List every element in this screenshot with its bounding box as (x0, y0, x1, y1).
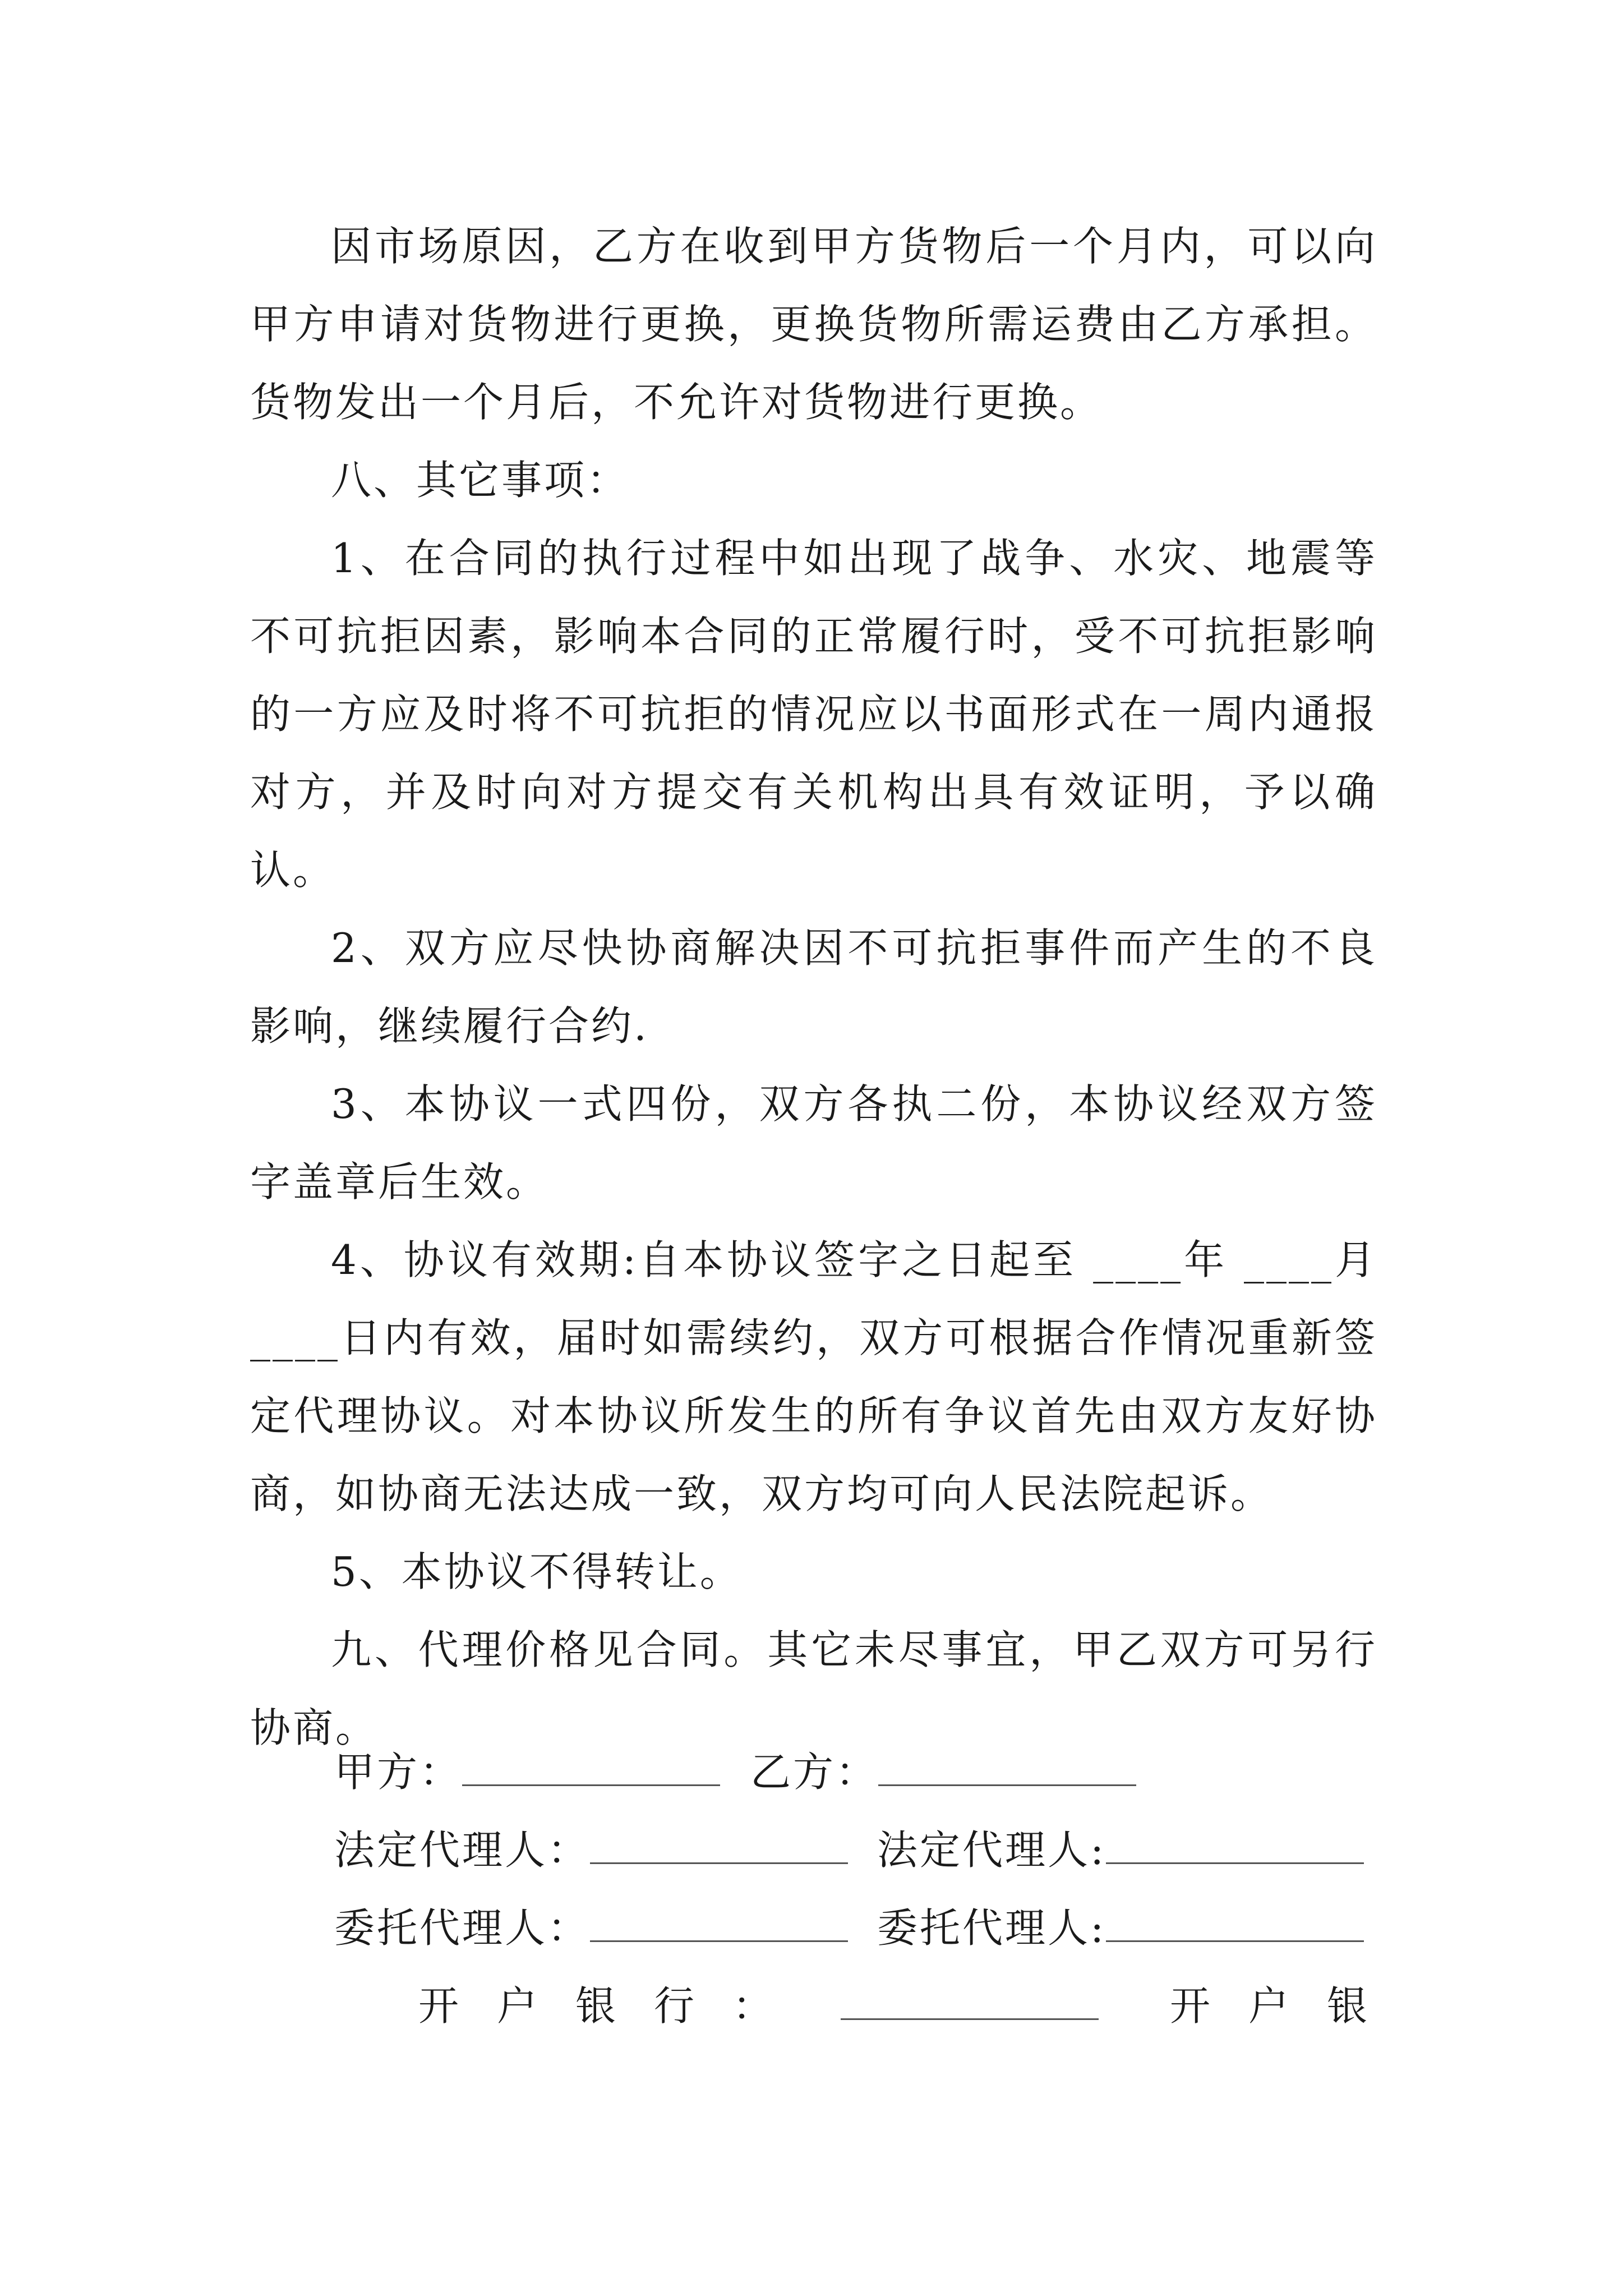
agent-a-blank[interactable] (590, 1901, 848, 1942)
signature-row-legal-rep (250, 1811, 1377, 1889)
agent-a-field (334, 1889, 848, 1967)
clause-validity: 4、协议有效期:自本协议签字之日起至 ____年 ____月____日内有效，届时如需续约，双方可根据合作情况重新签定代理协议。对本协议所发生的所有争议首先由双方友好协商，如协商无法达成一致，双方均可向人民法院起诉。 (250, 1236, 1377, 1517)
signature-block (250, 1733, 1406, 2045)
agent-b-blank[interactable] (1106, 1901, 1364, 1942)
party-b-field (750, 1733, 1136, 1811)
legal-rep-a-label: 法定代理人： (334, 1826, 591, 1874)
bank-a-blank-wrap (841, 1967, 1099, 2045)
party-a-label: 甲方： (334, 1749, 463, 1796)
paragraph-replacement: 因市场原因，乙方在收到甲方货物后一个月内，可以向甲方申请对货物进行更换，更换货物所需运费由乙方承担。货物发出一个月后，不允许对货物进行更换。 (250, 223, 1377, 426)
legal-rep-b-field (877, 1811, 1364, 1889)
legal-rep-b-blank[interactable] (1106, 1823, 1364, 1864)
party-a-blank[interactable] (462, 1745, 720, 1786)
clause-non-transferable: 5、本协议不得转让。 (331, 1548, 743, 1595)
legal-rep-b-label: 法定代理人: (877, 1826, 1106, 1874)
bank-a-blank[interactable] (841, 1979, 1099, 2020)
agent-b-field (877, 1889, 1364, 1967)
signature-row-bank (250, 1967, 1406, 2045)
heading-agency-price: 九、代理价格见合同。其它未尽事宜，甲乙双方可另行协商。 (250, 1626, 1377, 1751)
agent-a-label: 委托代理人： (334, 1904, 591, 1952)
clause-negotiation: 2、双方应尽快协商解决因不可抗拒事件而产生的不良影响，继续履行合约. (250, 924, 1377, 1050)
legal-rep-a-blank[interactable] (590, 1823, 848, 1864)
signature-row-party (250, 1733, 1377, 1811)
bank-a-field (418, 1967, 811, 2045)
bank-b-field (1170, 1967, 1405, 2045)
party-b-label: 乙方： (750, 1749, 879, 1796)
signature-row-agent (250, 1889, 1377, 1967)
clause-copies: 3、本协议一式四份，双方各执二份，本协议经双方签字盖章后生效。 (250, 1080, 1377, 1205)
bank-b-label: 开户银 (1170, 1982, 1406, 2030)
bank-a-label: 开户银行： (418, 1982, 811, 2030)
party-b-blank[interactable] (878, 1745, 1136, 1786)
contract-body (250, 208, 1377, 1767)
party-a-field (334, 1733, 720, 1811)
legal-rep-a-field (334, 1811, 848, 1889)
agent-b-label: 委托代理人: (877, 1904, 1106, 1952)
heading-other-matters: 八、其它事项： (331, 457, 630, 504)
clause-force-majeure: 1、在合同的执行过程中如出现了战争、水灾、地震等不可抗拒因素，影响本合同的正常履行时，受不可抗拒影响的一方应及时将不可抗拒的情况应以书面形式在一周内通报对方，并及时向对方提交有关机构出具有效证明，予以确认。 (250, 535, 1377, 894)
